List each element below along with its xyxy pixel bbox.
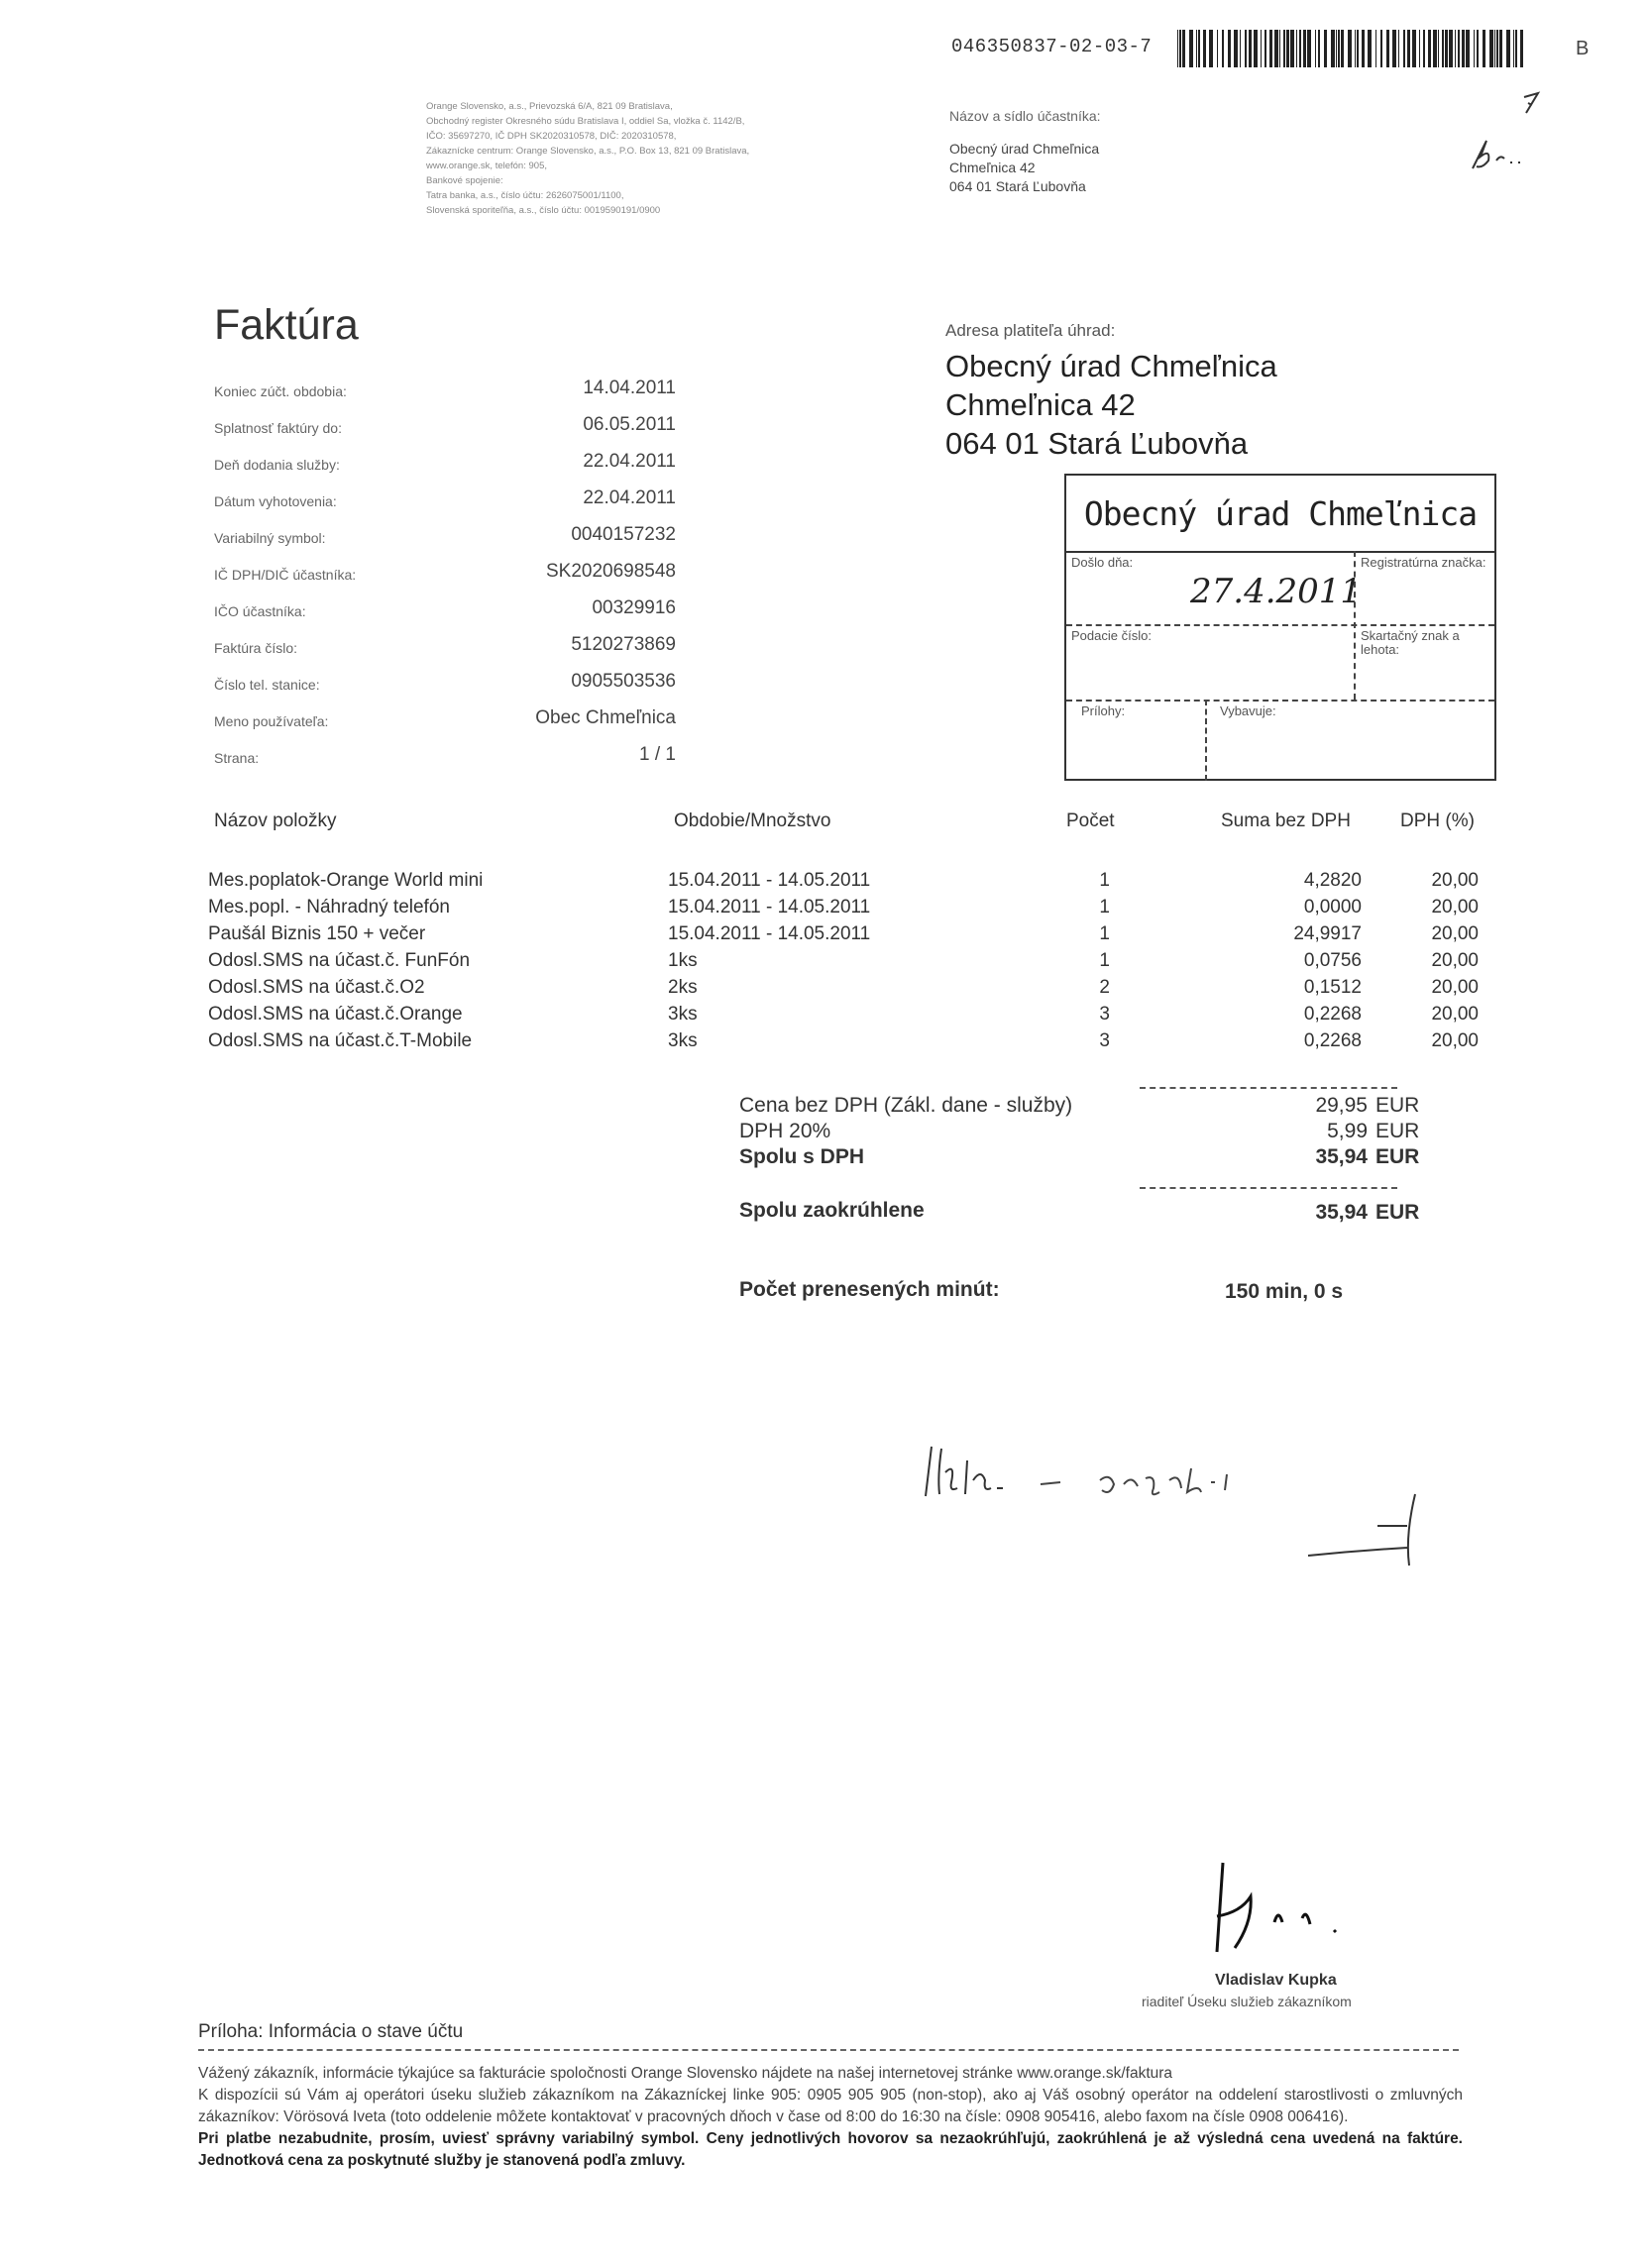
cell-period: 15.04.2011 - 14.05.2011 bbox=[668, 923, 871, 944]
barcode-bar bbox=[1303, 30, 1306, 67]
barcode-bar bbox=[1254, 30, 1258, 67]
recipient-block bbox=[949, 107, 1101, 196]
barcode-bar bbox=[1286, 30, 1289, 67]
cell-vat: 20,00 bbox=[1431, 1030, 1479, 1051]
handwritten-note-top bbox=[1467, 79, 1556, 188]
cell-vat: 20,00 bbox=[1431, 1004, 1479, 1025]
barcode-bar bbox=[1438, 30, 1439, 67]
cell-vat: 20,00 bbox=[1431, 923, 1479, 944]
meta-label: Splatnosť faktúry do: bbox=[214, 420, 342, 436]
barcode-bar bbox=[1217, 30, 1218, 67]
meta-value: 00329916 bbox=[592, 597, 676, 618]
table-row bbox=[0, 923, 1649, 950]
recipient-line: Chmeľnica 42 bbox=[949, 160, 1036, 175]
meta-row bbox=[214, 399, 676, 436]
footer-notes bbox=[198, 2063, 1463, 2172]
cell-count: 1 bbox=[1099, 897, 1110, 918]
vat-label: DPH 20% bbox=[739, 1120, 831, 1142]
footer-separator bbox=[198, 2049, 1459, 2051]
barcode-bar bbox=[1412, 30, 1416, 67]
company-info-line: Zákaznícke centrum: Orange Slovensko, a.s., P.O. Box 13, 821 09 Bratislava, bbox=[426, 146, 750, 157]
document-code: 046350837-02-03-7 bbox=[951, 36, 1153, 57]
recipient-label: Názov a sídlo účastníka: bbox=[949, 108, 1101, 124]
cell-sum: 0,2268 bbox=[1303, 1004, 1362, 1025]
meta-label: Meno používateľa: bbox=[214, 713, 329, 729]
meta-label: IČ DPH/DIČ účastníka: bbox=[214, 567, 357, 583]
vat-currency: EUR bbox=[1375, 1120, 1420, 1142]
company-info-line: www.orange.sk, telefón: 905, bbox=[426, 161, 547, 171]
barcode-bar bbox=[1198, 30, 1200, 67]
base-label: Cena bez DPH (Zákl. dane - služby) bbox=[739, 1094, 1073, 1117]
vat-value: 5,99 bbox=[1327, 1120, 1368, 1142]
cell-period: 3ks bbox=[668, 1004, 698, 1025]
barcode-bar bbox=[1279, 30, 1280, 67]
meta-row bbox=[214, 656, 676, 693]
base-currency: EUR bbox=[1375, 1094, 1420, 1117]
stamp-attachments-label: Prílohy: bbox=[1081, 703, 1126, 718]
registry-stamp bbox=[1064, 474, 1496, 781]
barcode-bar bbox=[1264, 30, 1266, 67]
barcode-bar bbox=[1296, 30, 1297, 67]
meta-label: Faktúra číslo: bbox=[214, 640, 298, 656]
cell-vat: 20,00 bbox=[1431, 950, 1479, 971]
corner-letter: B bbox=[1576, 38, 1590, 59]
barcode-bar bbox=[1483, 30, 1485, 67]
barcode-bar bbox=[1222, 30, 1224, 67]
barcode-bar bbox=[1386, 30, 1389, 67]
total-currency: EUR bbox=[1375, 1145, 1420, 1168]
recipient-line: 064 01 Stará Ľubovňa bbox=[949, 178, 1086, 194]
barcode-bar bbox=[1368, 30, 1372, 67]
barcode-bar bbox=[1299, 30, 1301, 67]
barcode-bar bbox=[1357, 30, 1359, 67]
company-info bbox=[426, 99, 852, 218]
meta-label: IČO účastníka: bbox=[214, 603, 306, 619]
barcode-bar bbox=[1324, 30, 1327, 67]
stamp-handler-label: Vybavuje: bbox=[1220, 703, 1276, 718]
company-info-line: Obchodný register Okresného súdu Bratislava I, oddiel Sa, vložka č. 1142/B, bbox=[426, 116, 745, 127]
meta-row bbox=[214, 619, 676, 656]
barcode-bar bbox=[1228, 30, 1231, 67]
meta-value: 22.04.2011 bbox=[583, 451, 676, 472]
cell-sum: 0,0000 bbox=[1303, 897, 1362, 918]
payer-label: Adresa platiteľa úhrad: bbox=[945, 321, 1116, 340]
barcode-bar bbox=[1209, 30, 1213, 67]
barcode-bar bbox=[1261, 30, 1262, 67]
cell-sum: 0,2268 bbox=[1303, 1030, 1362, 1051]
barcode-bar bbox=[1494, 30, 1495, 67]
barcode-bar bbox=[1189, 30, 1193, 67]
barcode-bar bbox=[1489, 30, 1493, 67]
barcode-bar bbox=[1433, 30, 1437, 67]
barcode-bar bbox=[1515, 30, 1517, 67]
barcode-bar bbox=[1428, 30, 1431, 67]
barcode-bar bbox=[1336, 30, 1337, 67]
table-row bbox=[0, 1004, 1649, 1030]
barcode-bar bbox=[1442, 30, 1444, 67]
barcode-bar bbox=[1520, 30, 1523, 67]
signatory-name: Vladislav Kupka bbox=[1215, 1972, 1337, 1989]
barcode-bar bbox=[1513, 30, 1514, 67]
payer-line: Chmeľnica 42 bbox=[945, 387, 1136, 422]
meta-value: Obec Chmeľnica bbox=[535, 707, 676, 728]
col-header-name: Názov položky bbox=[214, 810, 337, 831]
stamp-received-label: Došlo dňa: bbox=[1071, 555, 1134, 570]
barcode-bar bbox=[1290, 30, 1294, 67]
barcode-bar bbox=[1196, 30, 1197, 67]
meta-row bbox=[214, 693, 676, 729]
cell-sum: 0,0756 bbox=[1303, 950, 1362, 971]
cell-count: 3 bbox=[1099, 1030, 1110, 1051]
meta-row bbox=[214, 509, 676, 546]
cell-name: Odosl.SMS na účast.č.O2 bbox=[208, 977, 425, 998]
stamp-registry-label: Registratúrna značka: bbox=[1361, 555, 1486, 570]
table-row bbox=[0, 870, 1649, 897]
col-header-sum: Suma bez DPH bbox=[1221, 810, 1351, 831]
cell-period: 15.04.2011 - 14.05.2011 bbox=[668, 897, 871, 918]
recipient-line: Obecný úrad Chmeľnica bbox=[949, 141, 1100, 157]
barcode-bar bbox=[1283, 30, 1285, 67]
handwritten-note bbox=[912, 1377, 1486, 1575]
invoice-title: Faktúra bbox=[214, 301, 359, 349]
barcode-bar bbox=[1455, 30, 1456, 67]
barcode bbox=[1177, 30, 1524, 67]
stamp-title: Obecný úrad Chmeľnica bbox=[1066, 476, 1494, 553]
cell-name: Paušál Biznis 150 + večer bbox=[208, 923, 426, 944]
company-info-line: Orange Slovensko, a.s., Prievozská 6/A, 821 09 Bratislava, bbox=[426, 101, 673, 112]
signatory-title: riaditeľ Úseku služieb zákazníkom bbox=[1142, 1994, 1352, 2009]
barcode-bar bbox=[1462, 30, 1465, 67]
barcode-bar bbox=[1423, 30, 1425, 67]
footer-line-bold: Pri platbe nezabudnite, prosím, uviesť správny variabilný symbol. Ceny jednotlivých hovorov sa nezaokrúhľujú, zaokrúhlená je až výsledná cena uvedená na faktúre. Jednotková cena za poskytnuté služby je stanovená podľa zmluvy. bbox=[198, 2130, 1463, 2169]
barcode-bar bbox=[1331, 30, 1335, 67]
meta-label: Deň dodania služby: bbox=[214, 457, 340, 473]
meta-value: 1 / 1 bbox=[639, 744, 676, 765]
barcode-bar bbox=[1315, 30, 1316, 67]
meta-row bbox=[214, 473, 676, 509]
base-value: 29,95 bbox=[1315, 1094, 1368, 1117]
meta-value: 0905503536 bbox=[571, 671, 676, 692]
minutes-label: Počet prenesených minút: bbox=[739, 1278, 1000, 1301]
barcode-bar bbox=[1341, 30, 1344, 67]
invoice-meta bbox=[214, 363, 676, 766]
barcode-bar bbox=[1380, 30, 1382, 67]
cell-period: 2ks bbox=[668, 977, 698, 998]
barcode-bar bbox=[1449, 30, 1453, 67]
meta-row bbox=[214, 729, 676, 766]
meta-label: Strana: bbox=[214, 750, 260, 766]
payer-line: Obecný úrad Chmeľnica bbox=[945, 349, 1277, 383]
barcode-bar bbox=[1506, 30, 1510, 67]
rounded-separator bbox=[1140, 1187, 1397, 1189]
cell-period: 1ks bbox=[668, 950, 698, 971]
stamp-received-date: 27.4.2011 bbox=[1190, 572, 1363, 611]
totals-separator bbox=[1140, 1087, 1397, 1089]
cell-vat: 20,00 bbox=[1431, 977, 1479, 998]
rounded-value: 35,94 bbox=[1315, 1201, 1368, 1224]
barcode-bar bbox=[1307, 30, 1311, 67]
footer-line: Vážený zákazník, informácie týkajúce sa fakturácie spoločnosti Orange Slovensko nájdete na našej internetovej stránke www.orange.sk/faktura bbox=[198, 2065, 1173, 2082]
cell-sum: 4,2820 bbox=[1303, 870, 1362, 891]
cell-period: 15.04.2011 - 14.05.2011 bbox=[668, 870, 871, 891]
cell-sum: 0,1512 bbox=[1303, 977, 1362, 998]
cell-count: 3 bbox=[1099, 1004, 1110, 1025]
meta-value: 0040157232 bbox=[571, 524, 676, 545]
cell-vat: 20,00 bbox=[1431, 870, 1479, 891]
barcode-bar bbox=[1499, 30, 1502, 67]
barcode-bar bbox=[1234, 30, 1238, 67]
col-header-period: Obdobie/Množstvo bbox=[674, 810, 831, 831]
meta-row bbox=[214, 546, 676, 583]
barcode-bar bbox=[1375, 30, 1376, 67]
attachment-note: Príloha: Informácia o stave účtu bbox=[198, 2021, 464, 2042]
meta-row bbox=[214, 363, 676, 399]
meta-value: 22.04.2011 bbox=[583, 487, 676, 508]
cell-count: 1 bbox=[1099, 870, 1110, 891]
barcode-bar bbox=[1182, 30, 1185, 67]
cell-name: Odosl.SMS na účast.č.T-Mobile bbox=[208, 1030, 473, 1051]
barcode-bar bbox=[1245, 30, 1247, 67]
cell-count: 1 bbox=[1099, 950, 1110, 971]
col-header-vat: DPH (%) bbox=[1400, 810, 1475, 831]
barcode-bar bbox=[1269, 30, 1272, 67]
stamp-submission-label: Podacie číslo: bbox=[1071, 628, 1152, 643]
barcode-bar bbox=[1362, 30, 1365, 67]
cell-count: 2 bbox=[1099, 977, 1110, 998]
table-row bbox=[0, 1030, 1649, 1057]
col-header-count: Počet bbox=[1066, 810, 1115, 831]
meta-label: Variabilný symbol: bbox=[214, 530, 326, 546]
table-row bbox=[0, 977, 1649, 1004]
meta-value: 5120273869 bbox=[571, 634, 676, 655]
barcode-bar bbox=[1355, 30, 1356, 67]
total-value: 35,94 bbox=[1315, 1145, 1368, 1168]
meta-label: Číslo tel. stanice: bbox=[214, 677, 320, 693]
meta-value: SK2020698548 bbox=[545, 561, 676, 582]
minutes-value: 150 min, 0 s bbox=[1225, 1280, 1344, 1303]
table-row bbox=[0, 950, 1649, 977]
meta-label: Dátum vyhotovenia: bbox=[214, 493, 337, 509]
company-info-line: Bankové spojenie: bbox=[426, 175, 503, 186]
cell-sum: 24,9917 bbox=[1293, 923, 1362, 944]
meta-row bbox=[214, 436, 676, 473]
barcode-bar bbox=[1177, 30, 1178, 67]
barcode-bar bbox=[1274, 30, 1278, 67]
table-row bbox=[0, 897, 1649, 923]
barcode-bar bbox=[1240, 30, 1241, 67]
barcode-bar bbox=[1419, 30, 1420, 67]
barcode-bar bbox=[1445, 30, 1448, 67]
meta-value: 14.04.2011 bbox=[583, 378, 676, 398]
footer-line: K dispozícii sú Vám aj operátori úseku služieb zákazníkom na Zákazníckej linke 905: 0905 905 905 (non-stop), ako aj Váš osobný operátor na oddelení starostlivosti o zmluvných zákazníkov: Vörösová Iveta (toto oddelenie môžete kontaktovať v pracovných dňoch v čase od 8:00 do 16:30 na čísle: 0908 905416, alebo faxom na čísle 0908 006416). bbox=[198, 2087, 1463, 2125]
total-label: Spolu s DPH bbox=[739, 1145, 865, 1168]
payer-address bbox=[945, 347, 1277, 463]
barcode-bar bbox=[1392, 30, 1396, 67]
cell-name: Mes.popl. - Náhradný telefón bbox=[208, 897, 450, 918]
stamp-shred-label: Skartačný znak a lehota: bbox=[1361, 628, 1460, 657]
cell-name: Mes.poplatok-Orange World mini bbox=[208, 870, 484, 891]
barcode-bar bbox=[1407, 30, 1410, 67]
barcode-bar bbox=[1477, 30, 1479, 67]
barcode-bar bbox=[1249, 30, 1252, 67]
rounded-currency: EUR bbox=[1375, 1201, 1420, 1224]
cell-vat: 20,00 bbox=[1431, 897, 1479, 918]
barcode-bar bbox=[1496, 30, 1498, 67]
company-info-line: Slovenská sporiteľňa, a.s., číslo účtu: 0019590191/0900 bbox=[426, 205, 661, 216]
rounded-label: Spolu zaokrúhlene bbox=[739, 1199, 925, 1222]
meta-row bbox=[214, 583, 676, 619]
cell-count: 1 bbox=[1099, 923, 1110, 944]
barcode-bar bbox=[1466, 30, 1470, 67]
cell-name: Odosl.SMS na účast.č. FunFón bbox=[208, 950, 471, 971]
barcode-bar bbox=[1203, 30, 1206, 67]
barcode-bar bbox=[1398, 30, 1399, 67]
meta-label: Koniec zúčt. obdobia: bbox=[214, 383, 347, 399]
barcode-bar bbox=[1474, 30, 1475, 67]
barcode-bar bbox=[1338, 30, 1340, 67]
signature bbox=[1195, 1853, 1374, 1962]
barcode-bar bbox=[1458, 30, 1460, 67]
company-info-line: Tatra banka, a.s., číslo účtu: 2626075001/1100, bbox=[426, 190, 624, 201]
barcode-bar bbox=[1348, 30, 1352, 67]
payer-line: 064 01 Stará Ľubovňa bbox=[945, 426, 1249, 461]
meta-value: 06.05.2011 bbox=[583, 414, 676, 435]
barcode-bar bbox=[1318, 30, 1320, 67]
cell-period: 3ks bbox=[668, 1030, 698, 1051]
barcode-bar bbox=[1179, 30, 1181, 67]
barcode-bar bbox=[1403, 30, 1405, 67]
company-info-line: IČO: 35697270, IČ DPH SK2020310578, DIČ: 2020310578, bbox=[426, 131, 677, 142]
cell-name: Odosl.SMS na účast.č.Orange bbox=[208, 1004, 463, 1025]
